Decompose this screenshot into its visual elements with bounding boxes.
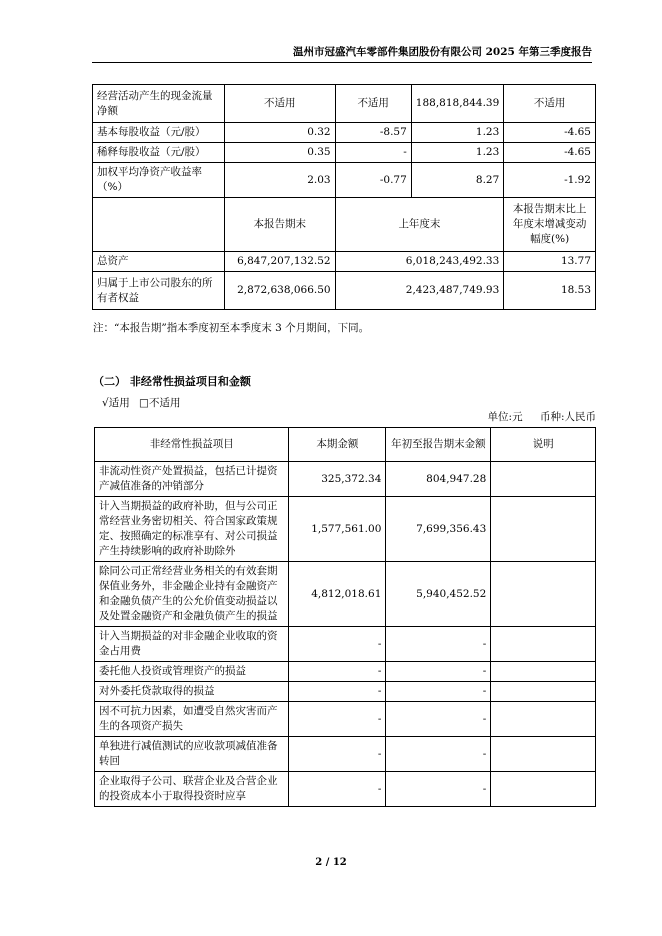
remark xyxy=(491,682,596,702)
table-row xyxy=(93,143,596,163)
table-row xyxy=(95,627,596,662)
current-amount: - xyxy=(289,682,386,702)
current-amount: - xyxy=(289,702,386,737)
cell-value: 0.35 xyxy=(224,143,335,163)
remark xyxy=(491,462,596,497)
current-amount: - xyxy=(289,627,386,662)
cell-value: - xyxy=(335,143,411,163)
not-applicable-unchecked: □不适用 xyxy=(139,397,181,409)
remark xyxy=(491,772,596,807)
item-label: 委托他人投资或管理资产的损益 xyxy=(95,662,289,682)
table-row xyxy=(93,272,596,310)
cell-value: 不适用 xyxy=(224,85,335,123)
blank-cell xyxy=(93,198,225,252)
table-row xyxy=(95,497,596,562)
key-financials-table xyxy=(92,84,596,310)
remark xyxy=(491,662,596,682)
item-label: 单独进行减值测试的应收款项减值准备转回 xyxy=(95,737,289,772)
cell-value: -4.65 xyxy=(504,143,596,163)
current-amount: - xyxy=(289,662,386,682)
footnote: 注：“本报告期”指本季度初至本季度末 3 个月期间，下同。 xyxy=(93,322,370,334)
page-header: 温州市冠盛汽车零部件集团股份有限公司 2025 年第三季度报告 xyxy=(92,44,592,63)
section-title: （二） 非经常性损益项目和金额 xyxy=(93,375,251,388)
cell-value: 1.23 xyxy=(411,123,504,143)
table-row xyxy=(93,198,596,252)
ytd-amount: - xyxy=(386,627,491,662)
ytd-amount: - xyxy=(386,737,491,772)
current-amount: - xyxy=(289,737,386,772)
remark xyxy=(491,702,596,737)
current-amount: 325,372.34 xyxy=(289,462,386,497)
item-label: 非流动性资产处置损益，包括已计提资产减值准备的冲销部分 xyxy=(95,462,289,497)
remark xyxy=(491,497,596,562)
table-row xyxy=(93,163,596,198)
cell-value: 6,018,243,492.33 xyxy=(335,252,504,272)
item-label: 计入当期损益的政府补助，但与公司正常经营业务密切相关、符合国家政策规定、按照确定的标准享有、对公司损益产生持续影响的政府补助除外 xyxy=(95,497,289,562)
column-header: 上年度末 xyxy=(335,198,504,252)
item-label: 企业取得子公司、联营企业及合营企业的投资成本小于取得投资时应享 xyxy=(95,772,289,807)
row-label: 总资产 xyxy=(93,252,225,272)
ytd-amount: - xyxy=(386,702,491,737)
cell-value: 8.27 xyxy=(411,163,504,198)
ytd-amount: - xyxy=(386,682,491,702)
cell-value: 2.03 xyxy=(224,163,335,198)
item-label: 因不可抗力因素，如遭受自然灾害而产生的各项资产损失 xyxy=(95,702,289,737)
cell-value: 不适用 xyxy=(504,85,596,123)
row-label: 加权平均净资产收益率（%） xyxy=(93,163,225,198)
cell-value: -1.92 xyxy=(504,163,596,198)
row-label: 稀释每股收益（元/股） xyxy=(93,143,225,163)
applicable-checked: √适用 xyxy=(102,397,130,409)
cell-value: 18.53 xyxy=(504,272,596,310)
column-header: 年初至报告期末金额 xyxy=(386,428,491,462)
ytd-amount: - xyxy=(386,772,491,807)
column-header: 说明 xyxy=(491,428,596,462)
column-header: 本报告期末 xyxy=(224,198,335,252)
table-header-row xyxy=(95,428,596,462)
cell-value: 13.77 xyxy=(504,252,596,272)
table-row xyxy=(95,737,596,772)
column-header: 本期金额 xyxy=(289,428,386,462)
item-label: 计入当期损益的对非金融企业收取的资金占用费 xyxy=(95,627,289,662)
item-label: 除同公司正常经营业务相关的有效套期保值业务外，非金融企业持有金融资产和金融负债产生的公允价值变动损益以及处置金融资产和金融负债产生的损益 xyxy=(95,562,289,627)
ytd-amount: - xyxy=(386,662,491,682)
currency-label: 币种:人民币 xyxy=(539,411,596,423)
table-row xyxy=(95,562,596,627)
item-label: 对外委托贷款取得的损益 xyxy=(95,682,289,702)
table-row xyxy=(93,123,596,143)
row-label: 基本每股收益（元/股） xyxy=(93,123,225,143)
table-row xyxy=(95,662,596,682)
table-row xyxy=(95,772,596,807)
current-amount: 4,812,018.61 xyxy=(289,562,386,627)
applicable-options xyxy=(102,395,180,410)
row-label: 经营活动产生的现金流量净额 xyxy=(93,85,225,123)
cell-value: 2,423,487,749.93 xyxy=(335,272,504,310)
cell-value: 1.23 xyxy=(411,143,504,163)
cell-value: 0.32 xyxy=(224,123,335,143)
cell-value: 6,847,207,132.52 xyxy=(224,252,335,272)
table-row xyxy=(95,702,596,737)
ytd-amount: 5,940,452.52 xyxy=(386,562,491,627)
table-row xyxy=(93,252,596,272)
row-label: 归属于上市公司股东的所有者权益 xyxy=(93,272,225,310)
remark xyxy=(491,562,596,627)
ytd-amount: 7,699,356.43 xyxy=(386,497,491,562)
cell-value: 2,872,638,066.50 xyxy=(224,272,335,310)
table-row xyxy=(95,682,596,702)
remark xyxy=(491,737,596,772)
table-row xyxy=(93,85,596,123)
table-row xyxy=(95,462,596,497)
cell-value: -8.57 xyxy=(335,123,411,143)
remark xyxy=(491,627,596,662)
current-amount: - xyxy=(289,772,386,807)
non-recurring-items-table xyxy=(94,427,596,807)
cell-value: -0.77 xyxy=(335,163,411,198)
cell-value: 不适用 xyxy=(335,85,411,123)
unit-label: 单位:元 xyxy=(487,411,523,423)
ytd-amount: 804,947.28 xyxy=(386,462,491,497)
cell-value: 188,818,844.39 xyxy=(411,85,504,123)
column-header: 非经常性损益项目 xyxy=(95,428,289,462)
current-amount: 1,577,561.00 xyxy=(289,497,386,562)
unit-line xyxy=(488,409,596,424)
page-number: 2 / 12 xyxy=(315,857,347,868)
cell-value: -4.65 xyxy=(504,123,596,143)
column-header: 本报告期末比上年度末增减变动幅度(%) xyxy=(504,198,596,252)
